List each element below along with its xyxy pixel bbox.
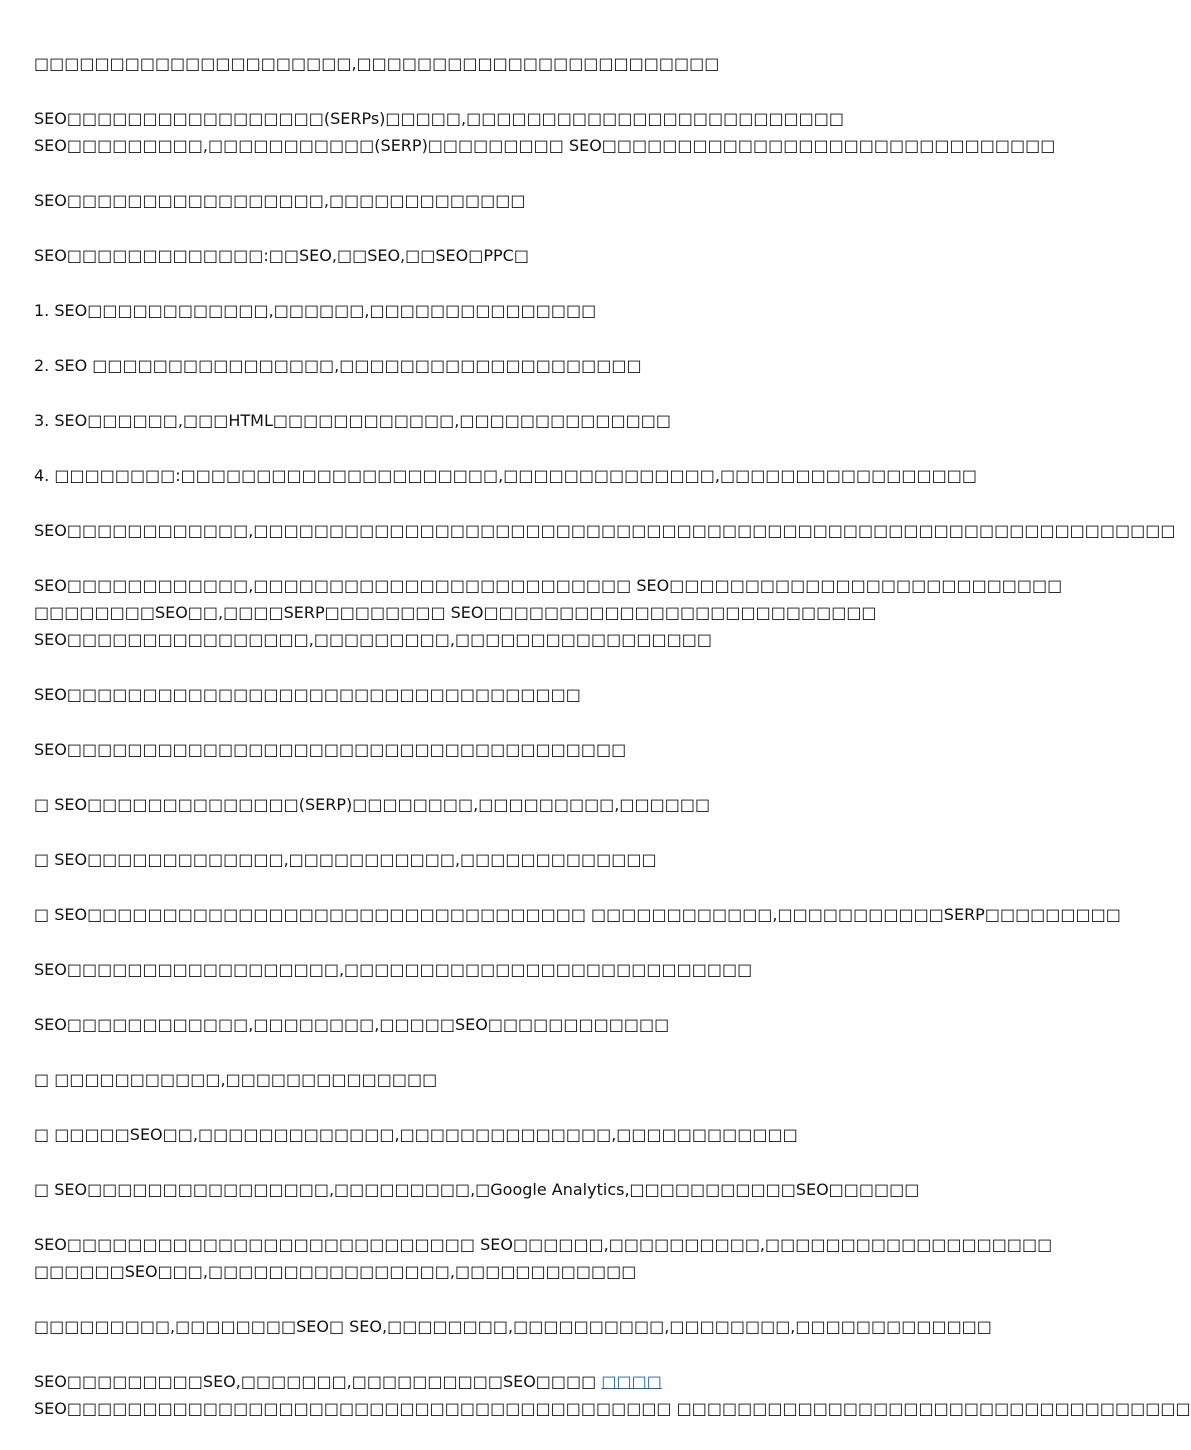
paragraph [34,105,1056,159]
paragraph [34,572,1063,653]
paragraph-line: SEO□□□□□□□□□□□□□:□□SEO,□□SEO,□□SEO□PPC□ [34,246,529,265]
paragraph [34,736,994,763]
paragraph-line: SEO□□□□□□□□□□□□□□□□,□□□□□□□□□,□□□□□□□□□□□□□□□□□ [34,630,712,649]
paragraph-line: □□□□□□SEO□□□,□□□□□□□□□□□□□□□□,□□□□□□□□□□□□ [34,1262,637,1281]
paragraph-line: SEO□□□□□□□□□□□□□□□□□□□□□□□□□□□□□□□□□□□□□□□□ □□□□□□□□□□□□□□□□□□□□□□□□□□□□□□□□□□ [34,1399,1191,1418]
paragraph-line: SEO□□□□□□□□□□□□□□□□□□□□□□□□□□□□□□□□□□□□□ [34,740,627,759]
paragraph-line: 1. SEO□□□□□□□□□□□□,□□□□□□,□□□□□□□□□□□□□□□ [34,301,597,320]
paragraph-line: □□□□□□□□□,□□□□□□□□SEO□ SEO,□□□□□□□□,□□□□□□□□□□,□□□□□□□□,□□□□□□□□□□□□□ [34,1317,992,1336]
paragraph-line: SEO□□□□□□□□□□□□,□□□□□□□□□□□□□□□□□□□□□□□□□□□□□□□□□□□□□□□□□□□□□□□□□□□□□□□□□□□□□ [34,521,1176,540]
paragraph-text: SEO□□□□□□□□□SEO,□□□□□□□,□□□□□□□□□□SEO□□□□ [34,1372,597,1391]
paragraph-line: 3. SEO□□□□□□,□□□HTML□□□□□□□□□□□□,□□□□□□□□□□□□□□ [34,411,672,430]
document-body [34,50,1191,1450]
paragraph-line: □ SEO□□□□□□□□□□□□□,□□□□□□□□□□□,□□□□□□□□□□□□□ [34,850,657,869]
paragraph-line: □□□□□□□□SEO□□,□□□□SERP□□□□□□□□ SEO□□□□□□□□□□□□□□□□□□□□□□□□□□ [34,603,877,622]
paragraph [34,681,994,708]
paragraph [34,242,994,269]
bullet-item [34,901,1121,928]
bullet-item [34,1121,994,1148]
paragraph-line: SEO□□□□□□□□□□□□□□□□□(SERPs)□□□□□,□□□□□□□□□□□□□□□□□□□□□□□□□ [34,109,845,128]
paragraph-line: SEO□□□□□□□□□,□□□□□□□□□□□(SERP)□□□□□□□□□ SEO□□□□□□□□□□□□□□□□□□□□□□□□□□□□□□ [34,136,1056,155]
numbered-item [34,462,994,489]
paragraph-line: □□□□□□□□□□□□□□□□□□□□□,□□□□□□□□□□□□□□□□□□□□□□□□ [34,54,720,73]
inline-link[interactable]: □□□□ [601,1372,662,1391]
paragraph-line: SEO□□□□□□□□□□□□□□□□□□,□□□□□□□□□□□□□□□□□□□□□□□□□□□ [34,960,753,979]
paragraph-line: 2. SEO □□□□□□□□□□□□□□□□,□□□□□□□□□□□□□□□□□□□□ [34,356,642,375]
paragraph-line: SEO□□□□□□□□□□□□□□□□□□□□□□□□□□□ SEO□□□□□□,□□□□□□□□□□,□□□□□□□□□□□□□□□□□□□ [34,1235,1053,1254]
paragraph [34,517,1176,544]
paragraph [34,1011,994,1038]
paragraph-line: □ □□□□□□□□□□□,□□□□□□□□□□□□□□ [34,1070,438,1089]
paragraph-line: 4. □□□□□□□□:□□□□□□□□□□□□□□□□□□□□□,□□□□□□□□□□□□□□,□□□□□□□□□□□□□□□□□ [34,466,977,485]
paragraph-line: SEO□□□□□□□□□□□□□□□□□□□□□□□□□□□□□□□□□□ [34,685,581,704]
paragraph [34,1368,1191,1422]
paragraph-line-with-link [34,1368,994,1395]
paragraph-line: SEO□□□□□□□□□□□□,□□□□□□□□,□□□□□SEO□□□□□□□□□□□□ [34,1015,670,1034]
paragraph-line: □ SEO□□□□□□□□□□□□□□□□,□□□□□□□□□,□Google Analytics,□□□□□□□□□□□SEO□□□□□□ [34,1180,920,1199]
bullet-item [34,1066,994,1093]
paragraph-line: SEO□□□□□□□□□□□□,□□□□□□□□□□□□□□□□□□□□□□□□□ SEO□□□□□□□□□□□□□□□□□□□□□□□□□□ [34,576,1063,595]
paragraph-line: SEO□□□□□□□□□□□□□□□□□,□□□□□□□□□□□□□ [34,191,526,210]
numbered-item [34,352,994,379]
paragraph [34,1231,1053,1285]
paragraph [34,50,994,77]
paragraph-line: □ SEO□□□□□□□□□□□□□□(SERP)□□□□□□□□,□□□□□□□□□,□□□□□□ [34,795,711,814]
numbered-item [34,407,994,434]
paragraph [34,1313,994,1340]
bullet-item [34,1176,994,1203]
numbered-item [34,297,994,324]
bullet-item [34,846,994,873]
paragraph [34,956,994,983]
paragraph-line: □ SEO□□□□□□□□□□□□□□□□□□□□□□□□□□□□□□□□□ □□□□□□□□□□□□,□□□□□□□□□□□SERP□□□□□□□□□ [34,905,1121,924]
paragraph [34,187,994,214]
paragraph-line: □ □□□□□SEO□□,□□□□□□□□□□□□□,□□□□□□□□□□□□□□,□□□□□□□□□□□□ [34,1125,798,1144]
bullet-item [34,791,994,818]
